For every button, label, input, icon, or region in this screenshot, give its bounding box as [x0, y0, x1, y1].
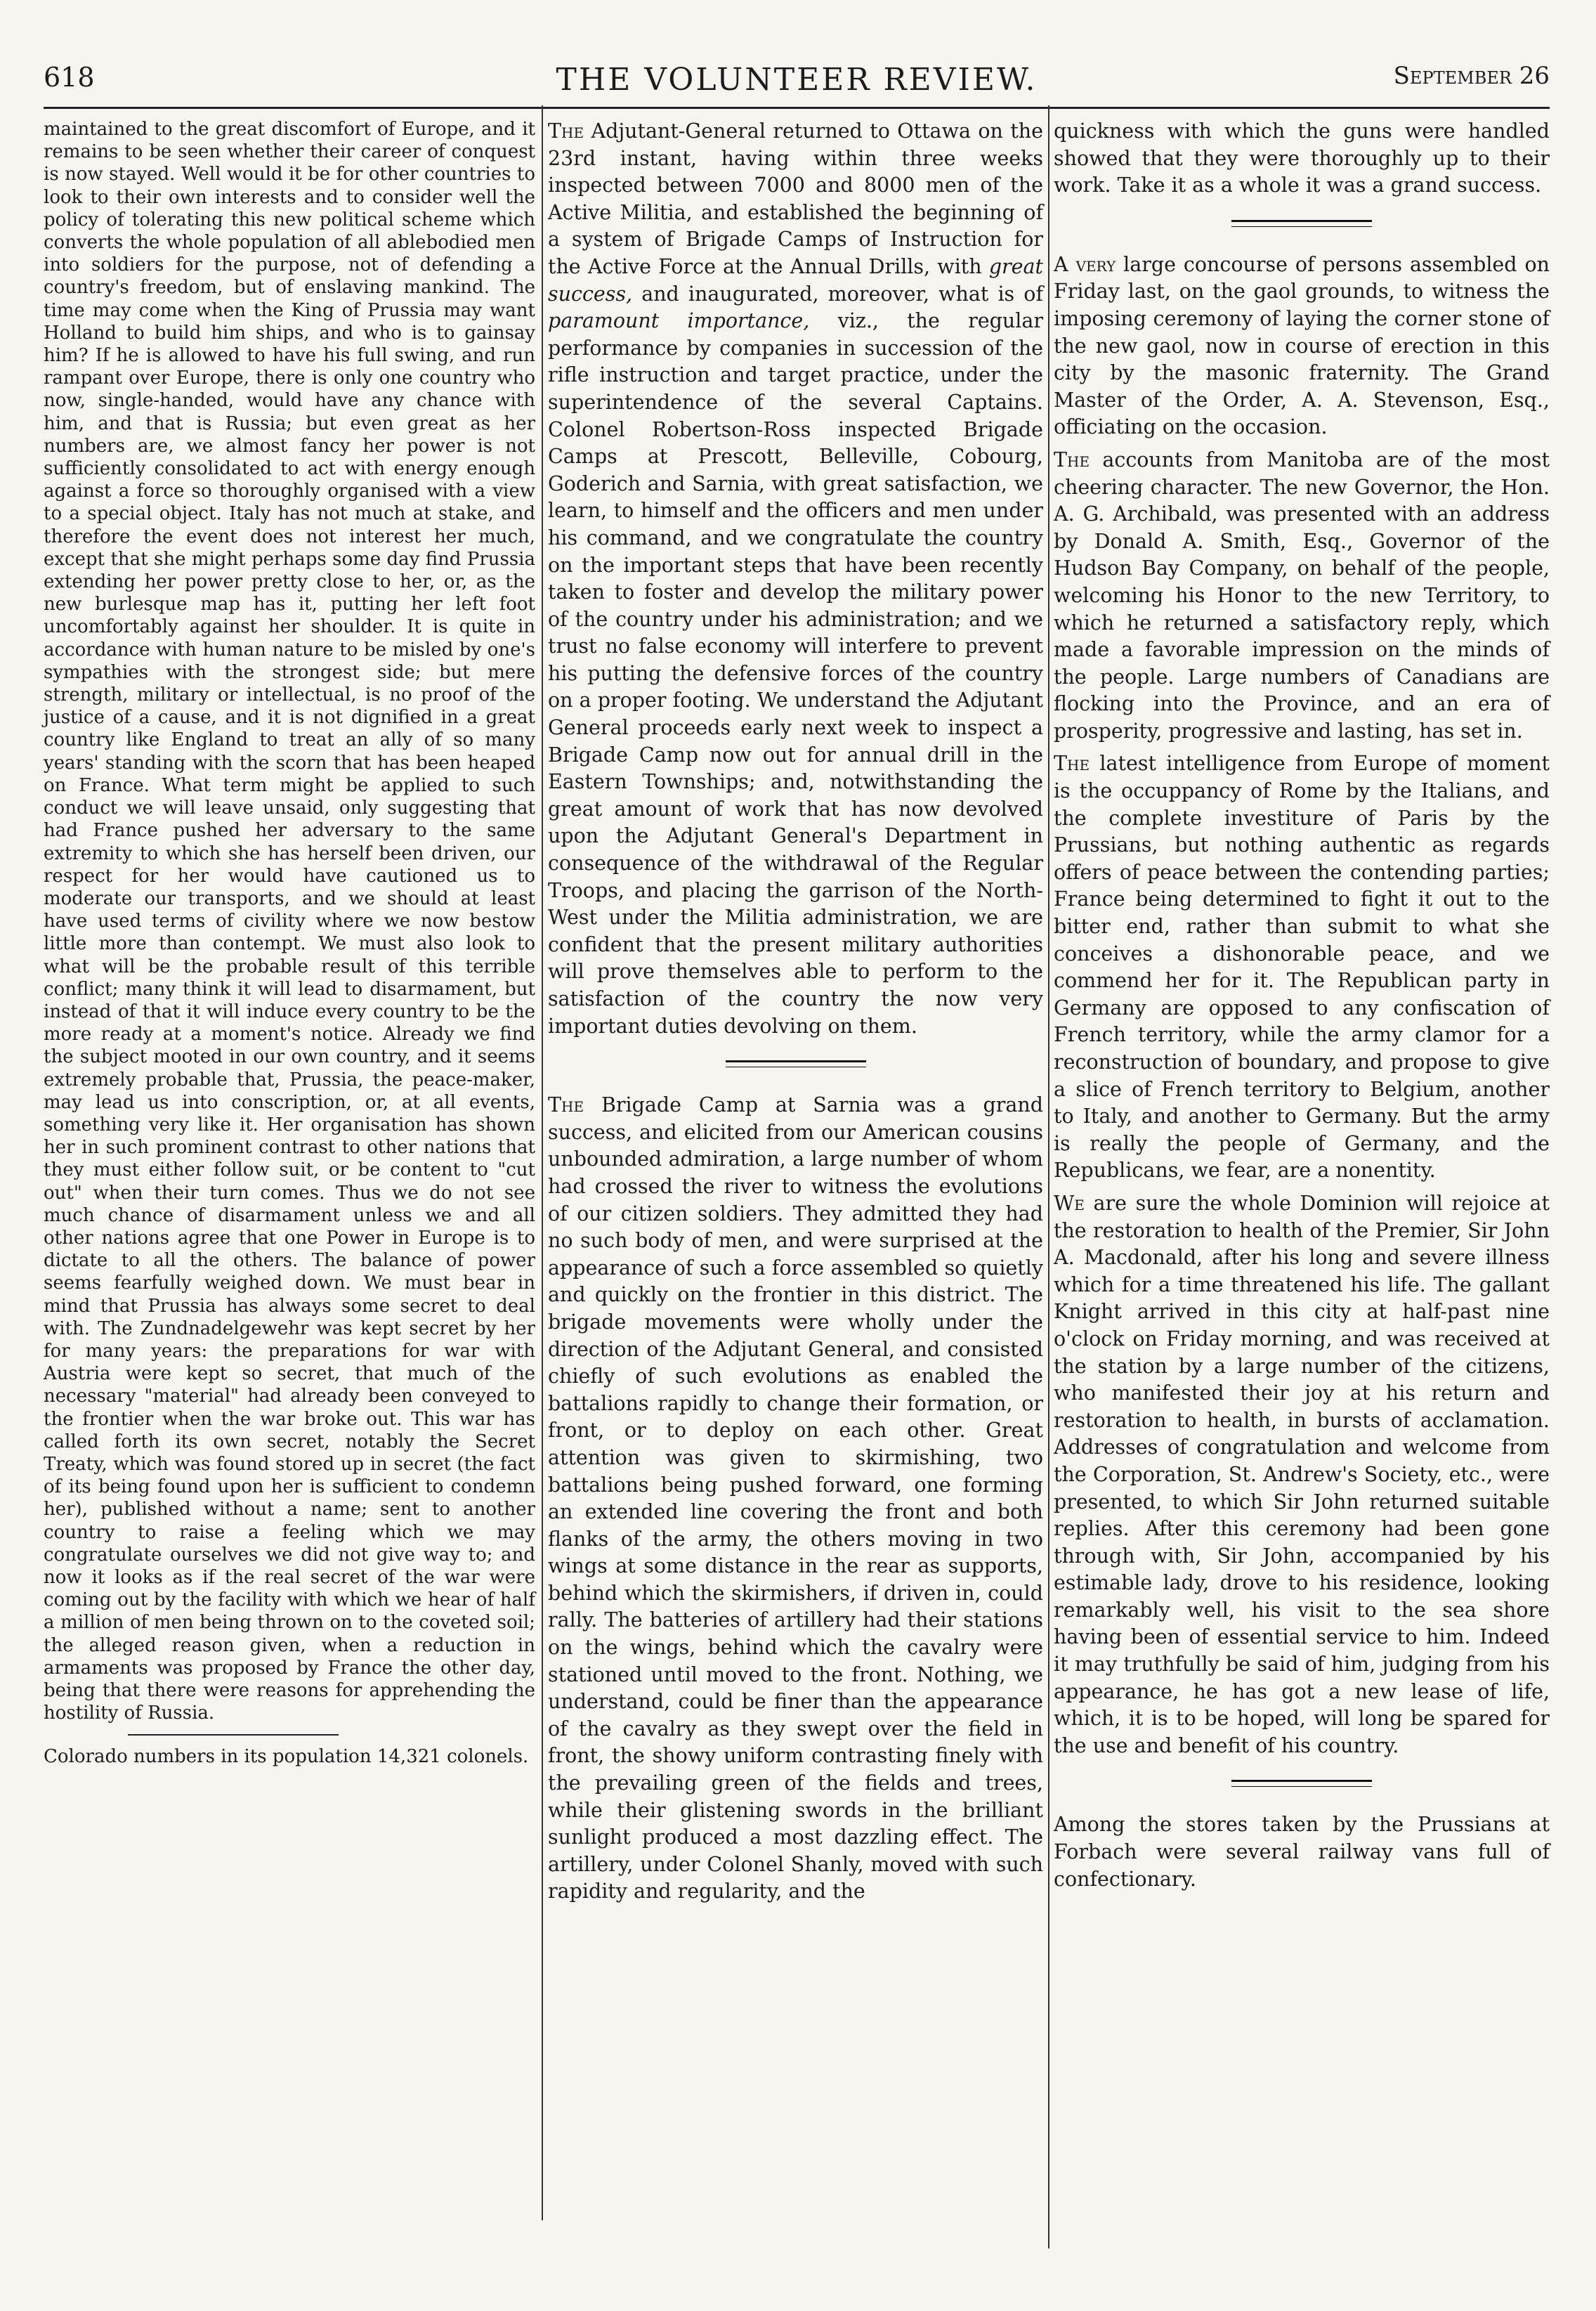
column-2	[548, 118, 1043, 1911]
emphasis-text: great success,	[548, 254, 1043, 306]
lead-word: The	[1054, 448, 1090, 471]
lead-word: A very	[1054, 252, 1116, 276]
column-1	[44, 118, 535, 1774]
article-europe-intelligence	[1054, 750, 1550, 1185]
text-segment: accounts from Manitoba are of the most cheering character. The new Governor, the Hon. A. G. Archibald, was presented with an address by Donald A. Smith, Esq., Governor of the Hudson Bay Company, on behalf of the people, welcoming his Honor to the new Territory, to which he returned a satisfactory reply, which made a favorable impression on the minds of the people. Large numbers of Canadians are flocking into the Province, and an era of prosperity, progressive and lasting, has set in.	[1054, 448, 1550, 743]
article-macdonald	[1054, 1190, 1550, 1759]
text-segment: latest intelligence from Europe of moment is the occuppancy of Rome by the Italians, and the complete investiture of Paris by the Prussians, but nothing authentic as regards offers of peace between the contending parties; France being determined to fight it out to the bitter end, rather than submit to what she conceives a dishonorable peace, and we commend her for it. The Republican party in Germany are opposed to any confiscation of French territory, while the army clamor for a reconstruction of boundary, and propose to give a slice of French territory to Belgium, another to Italy, and another to Germany. But the army is really the people of Germany, and the Republicans, we fear, are a nonentity.	[1054, 752, 1550, 1183]
lead-word: We	[1054, 1191, 1085, 1215]
section-divider	[1231, 1778, 1372, 1793]
newspaper-title: THE VOLUNTEER REVIEW.	[556, 62, 1038, 98]
lead-word: The	[1054, 752, 1090, 776]
article-adjutant-general	[548, 118, 1043, 1040]
note-colorado: Colorado numbers in its population 14,321 colonels.	[44, 1746, 529, 1768]
text-segment: and inaugurated, moreover, what is of	[632, 282, 1043, 306]
issue-date: September 26	[1393, 62, 1550, 90]
article-brigade-camp-sarnia	[548, 1092, 1043, 1906]
short-divider	[128, 1734, 339, 1736]
article-europe-continuation: maintained to the great discomfort of Europe, and it remains to be seen whether their career of conquest is now stayed. Well would it be for other countries to look to their own interests and to consider well the policy of tolerating this new political scheme which converts the whole population of all ablebodied men into soldiers for the purpose, not of defending a country's freedom, but of enslaving mankind. The time may come when the King of Prussia may want Holland to build him ships, and who is to gainsay him? If he is allowed to have his full swing, and run rampant over Europe, there is only one country who now, single-handed, would have any chance with him, and that is Russia; but even great as her numbers are, we almost fancy her power is not sufficiently consolidated to act with energy enough against a force so thoroughly organised with a view to a special object. Italy has not much at stake, and therefore the event does not interest her much, except that she might perhaps some day find Prussia extending her power pretty close to her, or, as the new burlesque map has it, putting her left foot uncomfortably against her shoulder. It is quite in accordance with human nature to be misled by one's sympathies with the strongest side; but mere strength, military or intellectual, is no proof of the justice of a cause, and it is not dignified in a great country like England to treat an ally of so many years' standing with the scorn that has been heaped on France. What term might be applied to such conduct we will leave unsaid, only suggesting that had France pushed her adversary to the same extremity to which she has herself been driven, our respect for her would have cautioned us to moderate our transports, and we should at least have used terms of civility where we now bestow little more than contempt. We must also look to what will be the probable result of this terrible conflict; many think it will lead to disarmament, but instead of that it will induce every country to be the more ready at a moment's notice. Already we find the subject mooted in our own country, and it seems extremely probable that, Prussia, the peace-maker, may lead us into conscription, or, at all events, something very like it. Her organisation has shown her in such prominent contrast to other nations that they must either follow suit, or be content to "cut out" when their turn comes. Thus we do not see much chance of disarmament unless we and all other nations agree that one Power in Europe is to dictate to all the others. The balance of power seems fearfully weighed down. We must bear in mind that Prussia has always some secret to deal with. The Zundnadelgewehr was kept secret by her for many years: the preparations for war with Austria were kept so secret, that much of the necessary "material" had already been conveyed to the frontier when the war broke out. This war has called forth its own secret, notably the Secret Treaty, which was found stored up in secret (the fact of its being found upon her is sufficient to condemn her), published without a name; sent to another country to raise a feeling which we may congratulate ourselves we did not give way to; and now it looks as if the real secret of the war were coming out by the facility with which we hear of half a million of men being thrown on to the coveted soil; the alleged reason given, when a reduction in armaments was proposed by France the other day, being that there were reasons for apprehending the hostility of Russia.	[44, 119, 535, 1724]
text-segment: Brigade Camp at Sarnia was a grand success, and elicited from our American cousins unbounded admiration, a large number of whom had crossed the river to witness the evolutions of our citizen soldiers. They admitted they had no such body of men, and were surprised at the appearance of such a force assembled so quietly and quickly on the frontier in this district. The brigade movements were wholly under the direction of the Adjutant General, and consisted chiefly of such evolutions as enabled the battalions rapidly to change their formation, or front, or to deploy on each other. Great attention was given to skirmishing, two battalions being pushed forward, one forming an extended line covering the front and both flanks of the army, the others moving in two wings at some distance in the rear as supports, behind which the skirmishers, if driven in, could rally. The batteries of artillery had their stations on the wings, behind which the cavalry were stationed until moved to the front. Nothing, we understand, could be finer than the appearance of the cavalry as they swept over the field in front, the showy uniform contrasting finely with the prevailing green of the fields and trees, while their glistening swords in the brilliant sunlight produced a most dazzling effect. The artillery, under Colonel Shanly, moved with such rapidity and regularity, and the	[548, 1093, 1043, 1903]
article-manitoba	[1054, 447, 1550, 746]
page-header	[44, 62, 1550, 104]
lead-word: The	[548, 119, 584, 143]
text-segment: viz., the regular performance by companies in succession of the rifle instruction and target practice, under the superintendence of the several Captains. Colonel Robertson-Ross inspected Brigade Camps at Prescott, Belleville, Cobourg, Goderich and Sarnia, with great satisfaction, we learn, to himself and the officers and men under his command, and we congratulate the country on the important steps that have been recently taken to foster and develop the military power of the country under his administration; and we trust no false economy will interfere to prevent his putting the defensive forces of the country on a proper footing. We understand the Adjutant General proceeds early next week to inspect a Brigade Camp now out for annual drill in the Eastern Townships; and, notwithstanding the great amount of work that has now devolved upon the Adjutant General's Department in consequence of the withdrawal of the Regular Troops, and placing the garrison of the North-West under the Militia administration, we are confident that the present military authorities will prove themselves able to perform to the satisfaction of the country the now very important duties devolving on them.	[548, 309, 1043, 1038]
header-rule	[44, 107, 1550, 109]
text-segment: are sure the whole Dominion will rejoice at the restoration to health of the Premier, Sir John A. Macdonald, after his long and severe illness which for a time threatened his life. The gallant Knight arrived in this city at half-past nine o'clock on Friday morning, and was received at the station by a large number of the citizens, who manifested their joy at his return and restoration to health, in bursts of acclamation. Addresses of congratulation and welcome from the Corporation, St. Andrew's Society, etc., were presented, to which Sir John returned suitable replies. After this ceremony had been gone through with, Sir John, accompanied by his estimable lady, drove to his residence, looking remarkably well, his visit to the sea shore having been of essential service to him. Indeed it may truthfully be said of him, judging from his appearance, he has got a new lease of life, which, it is to be hoped, will long be spared for the use and benefit of his country.	[1054, 1191, 1550, 1757]
column-divider	[542, 105, 543, 2220]
article-gaol-ceremony	[1054, 252, 1550, 441]
text-segment: Adjutant-General returned to Ottawa on the 23rd instant, having within three weeks inspected between 7000 and 8000 men of the Active Militia, and established the beginning of a system of Brigade Camps of Instruction for the Active Force at the Annual Drills, with	[548, 119, 1043, 278]
page-number: 618	[44, 62, 95, 93]
emphasis-text: paramount importance,	[548, 309, 810, 333]
text-segment: large concourse of persons assembled on Friday last, on the gaol grounds, to witness the imposing ceremony of laying the corner stone of the new gaol, now in course of erection in this city by the masonic fraternity. The Grand Master of the Order, A. A. Stevenson, Esq., officiating on the occasion.	[1054, 252, 1550, 439]
lead-word: The	[548, 1093, 584, 1117]
section-divider	[726, 1058, 866, 1074]
section-divider	[1231, 218, 1372, 233]
note-forbach: Among the stores taken by the Prussians at Forbach were several railway vans full of confectionary.	[1054, 1813, 1550, 1891]
column-3	[1054, 118, 1550, 1899]
article-brigade-camp-end: quickness with which the guns were handled showed that they were thoroughly up to their work. Take it as a whole it was a grand success.	[1054, 119, 1550, 197]
column-divider	[1048, 105, 1049, 2248]
